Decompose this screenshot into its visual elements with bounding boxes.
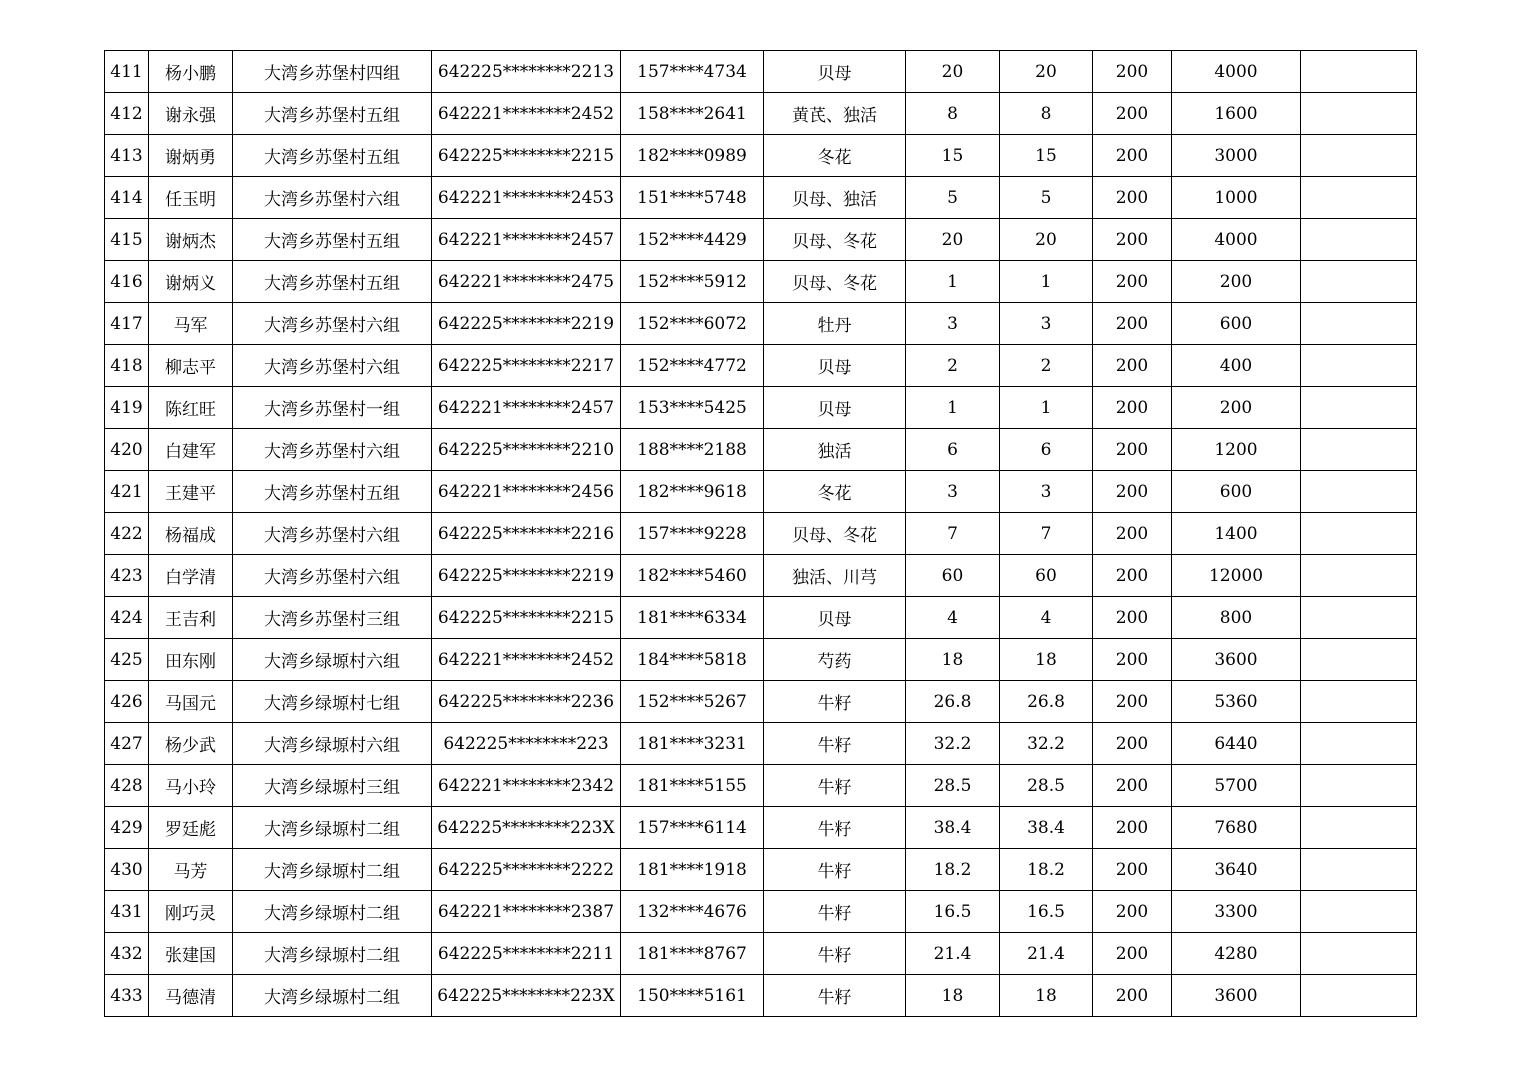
subsidy-amount-cell: 600 bbox=[1172, 471, 1301, 513]
phone-cell: 182****0989 bbox=[621, 135, 764, 177]
phone-cell: 181****8767 bbox=[621, 933, 764, 975]
row-number-cell: 417 bbox=[105, 303, 149, 345]
subsidy-amount-cell: 12000 bbox=[1172, 555, 1301, 597]
crop-cell: 冬花 bbox=[764, 135, 906, 177]
name-cell: 杨小鹏 bbox=[149, 51, 233, 93]
crop-cell: 牛籽 bbox=[764, 765, 906, 807]
row-number-cell: 423 bbox=[105, 555, 149, 597]
phone-cell: 157****4734 bbox=[621, 51, 764, 93]
unit-subsidy-cell: 200 bbox=[1093, 555, 1172, 597]
remarks-cell bbox=[1301, 261, 1417, 303]
verified-area-cell: 15 bbox=[1000, 135, 1093, 177]
crop-cell: 贝母 bbox=[764, 345, 906, 387]
remarks-cell bbox=[1301, 219, 1417, 261]
phone-cell: 181****1918 bbox=[621, 849, 764, 891]
subsidy-amount-cell: 1200 bbox=[1172, 429, 1301, 471]
table-row bbox=[105, 765, 1417, 807]
phone-cell: 181****5155 bbox=[621, 765, 764, 807]
table-row bbox=[105, 723, 1417, 765]
name-cell: 陈红旺 bbox=[149, 387, 233, 429]
area-cell: 1 bbox=[906, 387, 1000, 429]
area-cell: 7 bbox=[906, 513, 1000, 555]
id-number-cell: 642225********223 bbox=[432, 723, 621, 765]
id-number-cell: 642225********2236 bbox=[432, 681, 621, 723]
phone-cell: 132****4676 bbox=[621, 891, 764, 933]
unit-subsidy-cell: 200 bbox=[1093, 807, 1172, 849]
id-number-cell: 642225********2222 bbox=[432, 849, 621, 891]
id-number-cell: 642225********2215 bbox=[432, 597, 621, 639]
table-row bbox=[105, 849, 1417, 891]
crop-cell: 贝母 bbox=[764, 51, 906, 93]
subsidy-amount-cell: 4000 bbox=[1172, 219, 1301, 261]
id-number-cell: 642225********2216 bbox=[432, 513, 621, 555]
verified-area-cell: 2 bbox=[1000, 345, 1093, 387]
subsidy-amount-cell: 1600 bbox=[1172, 93, 1301, 135]
verified-area-cell: 3 bbox=[1000, 471, 1093, 513]
table-row bbox=[105, 135, 1417, 177]
verified-area-cell: 18 bbox=[1000, 975, 1093, 1017]
crop-cell: 独活、川芎 bbox=[764, 555, 906, 597]
remarks-cell bbox=[1301, 429, 1417, 471]
verified-area-cell: 20 bbox=[1000, 51, 1093, 93]
name-cell: 白建军 bbox=[149, 429, 233, 471]
address-cell: 大湾乡绿塬村二组 bbox=[233, 807, 432, 849]
row-number-cell: 416 bbox=[105, 261, 149, 303]
table-row bbox=[105, 933, 1417, 975]
id-number-cell: 642225********223X bbox=[432, 807, 621, 849]
phone-cell: 152****4772 bbox=[621, 345, 764, 387]
row-number-cell: 430 bbox=[105, 849, 149, 891]
area-cell: 18 bbox=[906, 639, 1000, 681]
address-cell: 大湾乡苏堡村五组 bbox=[233, 471, 432, 513]
name-cell: 王建平 bbox=[149, 471, 233, 513]
unit-subsidy-cell: 200 bbox=[1093, 849, 1172, 891]
address-cell: 大湾乡苏堡村六组 bbox=[233, 429, 432, 471]
name-cell: 杨少武 bbox=[149, 723, 233, 765]
remarks-cell bbox=[1301, 723, 1417, 765]
row-number-cell: 427 bbox=[105, 723, 149, 765]
remarks-cell bbox=[1301, 765, 1417, 807]
id-number-cell: 642225********2215 bbox=[432, 135, 621, 177]
area-cell: 3 bbox=[906, 471, 1000, 513]
address-cell: 大湾乡苏堡村六组 bbox=[233, 555, 432, 597]
area-cell: 26.8 bbox=[906, 681, 1000, 723]
unit-subsidy-cell: 200 bbox=[1093, 219, 1172, 261]
address-cell: 大湾乡苏堡村六组 bbox=[233, 177, 432, 219]
area-cell: 15 bbox=[906, 135, 1000, 177]
remarks-cell bbox=[1301, 597, 1417, 639]
table-row bbox=[105, 639, 1417, 681]
remarks-cell bbox=[1301, 387, 1417, 429]
remarks-cell bbox=[1301, 975, 1417, 1017]
name-cell: 谢炳杰 bbox=[149, 219, 233, 261]
table-row bbox=[105, 261, 1417, 303]
address-cell: 大湾乡苏堡村五组 bbox=[233, 93, 432, 135]
row-number-cell: 432 bbox=[105, 933, 149, 975]
verified-area-cell: 1 bbox=[1000, 387, 1093, 429]
phone-cell: 153****5425 bbox=[621, 387, 764, 429]
id-number-cell: 642225********2219 bbox=[432, 303, 621, 345]
area-cell: 32.2 bbox=[906, 723, 1000, 765]
remarks-cell bbox=[1301, 555, 1417, 597]
remarks-cell bbox=[1301, 849, 1417, 891]
verified-area-cell: 20 bbox=[1000, 219, 1093, 261]
remarks-cell bbox=[1301, 891, 1417, 933]
unit-subsidy-cell: 200 bbox=[1093, 513, 1172, 555]
address-cell: 大湾乡苏堡村一组 bbox=[233, 387, 432, 429]
remarks-cell bbox=[1301, 303, 1417, 345]
remarks-cell bbox=[1301, 933, 1417, 975]
crop-cell: 黄芪、独活 bbox=[764, 93, 906, 135]
row-number-cell: 428 bbox=[105, 765, 149, 807]
row-number-cell: 431 bbox=[105, 891, 149, 933]
subsidy-amount-cell: 600 bbox=[1172, 303, 1301, 345]
address-cell: 大湾乡苏堡村五组 bbox=[233, 135, 432, 177]
subsidy-amount-cell: 7680 bbox=[1172, 807, 1301, 849]
table-row bbox=[105, 597, 1417, 639]
area-cell: 20 bbox=[906, 219, 1000, 261]
row-number-cell: 414 bbox=[105, 177, 149, 219]
table-row bbox=[105, 891, 1417, 933]
unit-subsidy-cell: 200 bbox=[1093, 303, 1172, 345]
subsidy-amount-cell: 5700 bbox=[1172, 765, 1301, 807]
address-cell: 大湾乡绿塬村二组 bbox=[233, 975, 432, 1017]
verified-area-cell: 7 bbox=[1000, 513, 1093, 555]
name-cell: 谢永强 bbox=[149, 93, 233, 135]
verified-area-cell: 18 bbox=[1000, 639, 1093, 681]
table-row bbox=[105, 51, 1417, 93]
address-cell: 大湾乡绿塬村六组 bbox=[233, 723, 432, 765]
remarks-cell bbox=[1301, 807, 1417, 849]
id-number-cell: 642221********2456 bbox=[432, 471, 621, 513]
table-row bbox=[105, 513, 1417, 555]
unit-subsidy-cell: 200 bbox=[1093, 597, 1172, 639]
address-cell: 大湾乡绿塬村二组 bbox=[233, 891, 432, 933]
row-number-cell: 418 bbox=[105, 345, 149, 387]
name-cell: 田东刚 bbox=[149, 639, 233, 681]
id-number-cell: 642225********2210 bbox=[432, 429, 621, 471]
row-number-cell: 413 bbox=[105, 135, 149, 177]
area-cell: 16.5 bbox=[906, 891, 1000, 933]
id-number-cell: 642225********223X bbox=[432, 975, 621, 1017]
table-row bbox=[105, 555, 1417, 597]
table-body bbox=[105, 51, 1417, 1017]
phone-cell: 152****4429 bbox=[621, 219, 764, 261]
name-cell: 张建国 bbox=[149, 933, 233, 975]
unit-subsidy-cell: 200 bbox=[1093, 975, 1172, 1017]
unit-subsidy-cell: 200 bbox=[1093, 429, 1172, 471]
id-number-cell: 642225********2211 bbox=[432, 933, 621, 975]
data-table bbox=[104, 50, 1417, 1017]
unit-subsidy-cell: 200 bbox=[1093, 933, 1172, 975]
row-number-cell: 429 bbox=[105, 807, 149, 849]
subsidy-amount-cell: 800 bbox=[1172, 597, 1301, 639]
id-number-cell: 642221********2452 bbox=[432, 93, 621, 135]
address-cell: 大湾乡绿塬村三组 bbox=[233, 765, 432, 807]
phone-cell: 158****2641 bbox=[621, 93, 764, 135]
name-cell: 王吉利 bbox=[149, 597, 233, 639]
remarks-cell bbox=[1301, 177, 1417, 219]
name-cell: 谢炳勇 bbox=[149, 135, 233, 177]
table-row bbox=[105, 303, 1417, 345]
address-cell: 大湾乡苏堡村六组 bbox=[233, 303, 432, 345]
name-cell: 任玉明 bbox=[149, 177, 233, 219]
crop-cell: 贝母、冬花 bbox=[764, 513, 906, 555]
subsidy-amount-cell: 3300 bbox=[1172, 891, 1301, 933]
phone-cell: 181****3231 bbox=[621, 723, 764, 765]
address-cell: 大湾乡绿塬村二组 bbox=[233, 933, 432, 975]
phone-cell: 157****6114 bbox=[621, 807, 764, 849]
crop-cell: 牛籽 bbox=[764, 849, 906, 891]
crop-cell: 牛籽 bbox=[764, 681, 906, 723]
verified-area-cell: 8 bbox=[1000, 93, 1093, 135]
row-number-cell: 433 bbox=[105, 975, 149, 1017]
name-cell: 罗廷彪 bbox=[149, 807, 233, 849]
phone-cell: 182****5460 bbox=[621, 555, 764, 597]
verified-area-cell: 38.4 bbox=[1000, 807, 1093, 849]
address-cell: 大湾乡苏堡村四组 bbox=[233, 51, 432, 93]
unit-subsidy-cell: 200 bbox=[1093, 387, 1172, 429]
subsidy-amount-cell: 400 bbox=[1172, 345, 1301, 387]
subsidy-amount-cell: 200 bbox=[1172, 261, 1301, 303]
unit-subsidy-cell: 200 bbox=[1093, 261, 1172, 303]
verified-area-cell: 4 bbox=[1000, 597, 1093, 639]
subsidy-amount-cell: 3600 bbox=[1172, 975, 1301, 1017]
area-cell: 28.5 bbox=[906, 765, 1000, 807]
phone-cell: 182****9618 bbox=[621, 471, 764, 513]
id-number-cell: 642221********2342 bbox=[432, 765, 621, 807]
verified-area-cell: 5 bbox=[1000, 177, 1093, 219]
crop-cell: 牡丹 bbox=[764, 303, 906, 345]
unit-subsidy-cell: 200 bbox=[1093, 891, 1172, 933]
address-cell: 大湾乡绿塬村六组 bbox=[233, 639, 432, 681]
subsidy-amount-cell: 3640 bbox=[1172, 849, 1301, 891]
crop-cell: 贝母 bbox=[764, 387, 906, 429]
row-number-cell: 426 bbox=[105, 681, 149, 723]
crop-cell: 牛籽 bbox=[764, 891, 906, 933]
row-number-cell: 419 bbox=[105, 387, 149, 429]
table-row bbox=[105, 345, 1417, 387]
row-number-cell: 424 bbox=[105, 597, 149, 639]
row-number-cell: 420 bbox=[105, 429, 149, 471]
table-row bbox=[105, 471, 1417, 513]
table-row bbox=[105, 681, 1417, 723]
unit-subsidy-cell: 200 bbox=[1093, 681, 1172, 723]
area-cell: 5 bbox=[906, 177, 1000, 219]
table-row bbox=[105, 177, 1417, 219]
phone-cell: 152****6072 bbox=[621, 303, 764, 345]
unit-subsidy-cell: 200 bbox=[1093, 345, 1172, 387]
id-number-cell: 642221********2453 bbox=[432, 177, 621, 219]
address-cell: 大湾乡苏堡村三组 bbox=[233, 597, 432, 639]
crop-cell: 牛籽 bbox=[764, 807, 906, 849]
area-cell: 3 bbox=[906, 303, 1000, 345]
subsidy-amount-cell: 5360 bbox=[1172, 681, 1301, 723]
area-cell: 4 bbox=[906, 597, 1000, 639]
unit-subsidy-cell: 200 bbox=[1093, 177, 1172, 219]
id-number-cell: 642221********2387 bbox=[432, 891, 621, 933]
phone-cell: 152****5912 bbox=[621, 261, 764, 303]
area-cell: 2 bbox=[906, 345, 1000, 387]
name-cell: 白学清 bbox=[149, 555, 233, 597]
row-number-cell: 415 bbox=[105, 219, 149, 261]
remarks-cell bbox=[1301, 93, 1417, 135]
area-cell: 21.4 bbox=[906, 933, 1000, 975]
crop-cell: 贝母 bbox=[764, 597, 906, 639]
name-cell: 马德清 bbox=[149, 975, 233, 1017]
phone-cell: 150****5161 bbox=[621, 975, 764, 1017]
table-row bbox=[105, 975, 1417, 1017]
remarks-cell bbox=[1301, 471, 1417, 513]
verified-area-cell: 16.5 bbox=[1000, 891, 1093, 933]
subsidy-amount-cell: 1000 bbox=[1172, 177, 1301, 219]
area-cell: 20 bbox=[906, 51, 1000, 93]
remarks-cell bbox=[1301, 135, 1417, 177]
subsidy-amount-cell: 3600 bbox=[1172, 639, 1301, 681]
id-number-cell: 642225********2217 bbox=[432, 345, 621, 387]
name-cell: 马芳 bbox=[149, 849, 233, 891]
unit-subsidy-cell: 200 bbox=[1093, 93, 1172, 135]
verified-area-cell: 6 bbox=[1000, 429, 1093, 471]
id-number-cell: 642221********2475 bbox=[432, 261, 621, 303]
verified-area-cell: 1 bbox=[1000, 261, 1093, 303]
phone-cell: 151****5748 bbox=[621, 177, 764, 219]
verified-area-cell: 3 bbox=[1000, 303, 1093, 345]
area-cell: 18.2 bbox=[906, 849, 1000, 891]
crop-cell: 牛籽 bbox=[764, 975, 906, 1017]
unit-subsidy-cell: 200 bbox=[1093, 135, 1172, 177]
unit-subsidy-cell: 200 bbox=[1093, 765, 1172, 807]
row-number-cell: 421 bbox=[105, 471, 149, 513]
phone-cell: 152****5267 bbox=[621, 681, 764, 723]
row-number-cell: 412 bbox=[105, 93, 149, 135]
verified-area-cell: 21.4 bbox=[1000, 933, 1093, 975]
address-cell: 大湾乡苏堡村五组 bbox=[233, 219, 432, 261]
subsidy-amount-cell: 6440 bbox=[1172, 723, 1301, 765]
crop-cell: 芍药 bbox=[764, 639, 906, 681]
name-cell: 谢炳义 bbox=[149, 261, 233, 303]
row-number-cell: 411 bbox=[105, 51, 149, 93]
phone-cell: 188****2188 bbox=[621, 429, 764, 471]
area-cell: 6 bbox=[906, 429, 1000, 471]
verified-area-cell: 28.5 bbox=[1000, 765, 1093, 807]
subsidy-amount-cell: 4280 bbox=[1172, 933, 1301, 975]
phone-cell: 181****6334 bbox=[621, 597, 764, 639]
area-cell: 18 bbox=[906, 975, 1000, 1017]
unit-subsidy-cell: 200 bbox=[1093, 51, 1172, 93]
crop-cell: 贝母、冬花 bbox=[764, 219, 906, 261]
table-row bbox=[105, 219, 1417, 261]
address-cell: 大湾乡绿塬村七组 bbox=[233, 681, 432, 723]
phone-cell: 184****5818 bbox=[621, 639, 764, 681]
verified-area-cell: 32.2 bbox=[1000, 723, 1093, 765]
crop-cell: 牛籽 bbox=[764, 933, 906, 975]
id-number-cell: 642225********2219 bbox=[432, 555, 621, 597]
phone-cell: 157****9228 bbox=[621, 513, 764, 555]
id-number-cell: 642221********2457 bbox=[432, 219, 621, 261]
table-row bbox=[105, 807, 1417, 849]
verified-area-cell: 60 bbox=[1000, 555, 1093, 597]
crop-cell: 牛籽 bbox=[764, 723, 906, 765]
crop-cell: 贝母、独活 bbox=[764, 177, 906, 219]
table-row bbox=[105, 93, 1417, 135]
name-cell: 刚巧灵 bbox=[149, 891, 233, 933]
name-cell: 马小玲 bbox=[149, 765, 233, 807]
table-row bbox=[105, 387, 1417, 429]
unit-subsidy-cell: 200 bbox=[1093, 639, 1172, 681]
address-cell: 大湾乡苏堡村六组 bbox=[233, 513, 432, 555]
verified-area-cell: 26.8 bbox=[1000, 681, 1093, 723]
table-row bbox=[105, 429, 1417, 471]
address-cell: 大湾乡苏堡村五组 bbox=[233, 261, 432, 303]
id-number-cell: 642221********2457 bbox=[432, 387, 621, 429]
name-cell: 杨福成 bbox=[149, 513, 233, 555]
unit-subsidy-cell: 200 bbox=[1093, 723, 1172, 765]
crop-cell: 冬花 bbox=[764, 471, 906, 513]
subsidy-amount-cell: 1400 bbox=[1172, 513, 1301, 555]
id-number-cell: 642225********2213 bbox=[432, 51, 621, 93]
address-cell: 大湾乡苏堡村六组 bbox=[233, 345, 432, 387]
subsidy-amount-cell: 200 bbox=[1172, 387, 1301, 429]
id-number-cell: 642221********2452 bbox=[432, 639, 621, 681]
area-cell: 38.4 bbox=[906, 807, 1000, 849]
name-cell: 柳志平 bbox=[149, 345, 233, 387]
area-cell: 1 bbox=[906, 261, 1000, 303]
address-cell: 大湾乡绿塬村二组 bbox=[233, 849, 432, 891]
area-cell: 8 bbox=[906, 93, 1000, 135]
name-cell: 马军 bbox=[149, 303, 233, 345]
name-cell: 马国元 bbox=[149, 681, 233, 723]
crop-cell: 贝母、冬花 bbox=[764, 261, 906, 303]
row-number-cell: 425 bbox=[105, 639, 149, 681]
subsidy-amount-cell: 4000 bbox=[1172, 51, 1301, 93]
subsidy-amount-cell: 3000 bbox=[1172, 135, 1301, 177]
remarks-cell bbox=[1301, 51, 1417, 93]
verified-area-cell: 18.2 bbox=[1000, 849, 1093, 891]
crop-cell: 独活 bbox=[764, 429, 906, 471]
unit-subsidy-cell: 200 bbox=[1093, 471, 1172, 513]
remarks-cell bbox=[1301, 513, 1417, 555]
remarks-cell bbox=[1301, 639, 1417, 681]
remarks-cell bbox=[1301, 681, 1417, 723]
area-cell: 60 bbox=[906, 555, 1000, 597]
remarks-cell bbox=[1301, 345, 1417, 387]
row-number-cell: 422 bbox=[105, 513, 149, 555]
